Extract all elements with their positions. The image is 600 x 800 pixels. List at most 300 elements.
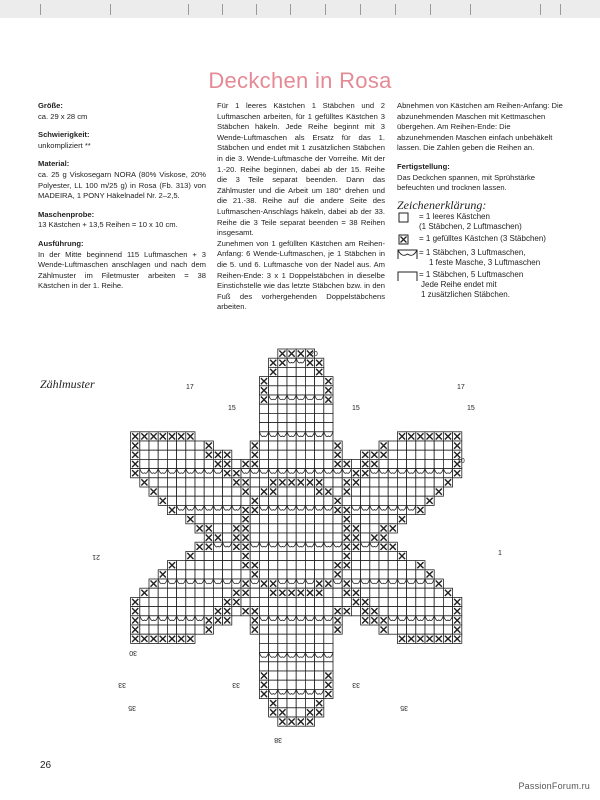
row-label-33b: 33	[232, 681, 240, 688]
chart-cell	[259, 478, 268, 487]
chart-cell	[361, 533, 370, 542]
chart-cell	[269, 496, 278, 505]
chart-cell	[204, 561, 213, 570]
chart-cell	[315, 643, 324, 652]
chart-cell	[158, 478, 167, 487]
row-label-33c: 33	[352, 681, 360, 688]
chart-cell	[388, 459, 397, 468]
chart-cell	[287, 441, 296, 450]
chart-cell	[287, 671, 296, 680]
chart-cell	[296, 533, 305, 542]
chart-cell	[379, 607, 388, 616]
instructions-heading: Ausführung:	[38, 238, 84, 248]
chart-cell	[149, 441, 158, 450]
chart-cell	[296, 551, 305, 560]
chart-cell	[195, 487, 204, 496]
chart-cell	[223, 496, 232, 505]
chart-cell	[388, 625, 397, 634]
page-title: Deckchen in Rosa	[208, 68, 392, 93]
legend-bar-line1: = 1 Stäbchen, 5 Luftmaschen	[419, 270, 524, 280]
chart-cell	[204, 588, 213, 597]
chart-cell	[213, 570, 222, 579]
chart-cell	[434, 459, 443, 468]
chart-cell	[259, 524, 268, 533]
chart-cell	[287, 607, 296, 616]
chart-cell	[388, 450, 397, 459]
chart-cell	[232, 487, 241, 496]
chart-cell	[397, 625, 406, 634]
chart-cell	[232, 515, 241, 524]
chart-cell	[296, 496, 305, 505]
chart-cell	[287, 386, 296, 395]
chart-cell	[305, 607, 314, 616]
chart-cell	[434, 478, 443, 487]
chart-cell	[370, 496, 379, 505]
chart-cell	[140, 450, 149, 459]
chart-cell	[443, 625, 452, 634]
chart-cell	[342, 597, 351, 606]
chart-cell	[388, 515, 397, 524]
row-label-35b: 35	[400, 704, 408, 711]
chart-cell	[195, 607, 204, 616]
material-heading: Material:	[38, 159, 70, 169]
chart-cell	[388, 441, 397, 450]
chart-cell	[361, 524, 370, 533]
chart-cell	[434, 625, 443, 634]
chart-cell	[158, 450, 167, 459]
chart-cell	[195, 450, 204, 459]
chart-cell	[315, 597, 324, 606]
chart-cell	[407, 487, 416, 496]
chart-cell	[351, 496, 360, 505]
chart-cell	[186, 607, 195, 616]
chart-cell	[167, 588, 176, 597]
chart-cell	[324, 450, 333, 459]
chart-cell	[213, 496, 222, 505]
chart-cell	[213, 588, 222, 597]
difficulty-text: unkompliziert **	[38, 140, 91, 150]
chart-cell	[149, 597, 158, 606]
chart-cell	[296, 625, 305, 634]
chart-cell	[259, 634, 268, 643]
chart-cell	[434, 597, 443, 606]
chart-cell	[379, 478, 388, 487]
chart-cell	[158, 625, 167, 634]
chart-cell	[425, 588, 434, 597]
chart-cell	[269, 441, 278, 450]
chart-cell	[434, 441, 443, 450]
chart-cell	[158, 487, 167, 496]
chart-cell	[278, 386, 287, 395]
chart-cell	[351, 551, 360, 560]
chart-cell	[296, 680, 305, 689]
chart-cell	[305, 561, 314, 570]
chart-cell	[379, 561, 388, 570]
chart-cell	[269, 515, 278, 524]
chart-cell	[379, 496, 388, 505]
chart-cell	[278, 441, 287, 450]
chart-cell	[351, 561, 360, 570]
chart-cell	[213, 561, 222, 570]
chart-cell	[434, 450, 443, 459]
chart-cell	[259, 643, 268, 652]
chart-cell	[204, 597, 213, 606]
finishing-text: Das Deckchen spannen, mit Sprühstärke befeuchten und trocknen lassen.	[397, 172, 536, 193]
chart-cell	[315, 450, 324, 459]
chart-cell	[259, 625, 268, 634]
chart-cell	[342, 496, 351, 505]
row-label-17a: 17	[186, 384, 194, 391]
chart-cell	[177, 487, 186, 496]
chart-cell	[223, 515, 232, 524]
chart-cell	[324, 634, 333, 643]
chart-cell	[213, 597, 222, 606]
chart-cell	[269, 386, 278, 395]
chart-cell	[434, 588, 443, 597]
chart-label: Zählmuster	[40, 377, 95, 391]
gauge-heading: Maschenprobe:	[38, 209, 95, 219]
chart-cell	[287, 643, 296, 652]
chart-cell	[305, 496, 314, 505]
chart-cell	[324, 459, 333, 468]
chart-cell	[305, 570, 314, 579]
chart-cell	[223, 588, 232, 597]
chart-cell	[296, 524, 305, 533]
chart-cell	[315, 386, 324, 395]
chart-cell	[397, 450, 406, 459]
chart-cell	[177, 459, 186, 468]
chart-cell	[177, 478, 186, 487]
chart-cell	[278, 377, 287, 386]
chart-cell	[425, 441, 434, 450]
chart-cell	[158, 607, 167, 616]
legend-title: Zeichenerklärung:	[397, 197, 487, 212]
chart-cell	[416, 487, 425, 496]
chart-cell	[315, 423, 324, 432]
chart-cell	[388, 607, 397, 616]
chart-cell	[213, 487, 222, 496]
chart-cell	[407, 450, 416, 459]
chart-cell	[315, 533, 324, 542]
chart-cell	[296, 708, 305, 717]
chart-cell	[379, 588, 388, 597]
chart-cell	[250, 487, 259, 496]
chart-cell	[223, 487, 232, 496]
chart-cell	[305, 450, 314, 459]
chart-cell	[287, 487, 296, 496]
chart-cell	[370, 588, 379, 597]
chart-cell	[333, 551, 342, 560]
chart-cell	[324, 625, 333, 634]
chart-cell	[167, 570, 176, 579]
chart-cell	[315, 413, 324, 422]
instructions-para-2: Zunehmen von 1 gefüllten Kästchen am Reihen-Anfang: 6 Wende-Luftmaschen, je 1 Stäbchen in die 5. und 6. Luftmasche von der Nadel aus. Am Reihen-Ende: 3 x 1 Doppelstäbchen in dieselbe Einstichstelle wie das letzte Stäbchen bzw. in den Fuß des vorhergehenden Doppelstäbchens arbeiten.	[217, 238, 385, 312]
row-label-33a: 33	[118, 681, 126, 688]
legend-bar-line3: 1 zusätzlichen Stäbchen.	[421, 290, 510, 300]
chart-cell	[223, 551, 232, 560]
chart-cell	[379, 597, 388, 606]
chart-cell	[370, 597, 379, 606]
chart-cell	[177, 625, 186, 634]
row-label-17b: 17	[457, 384, 465, 391]
chart-cell	[186, 478, 195, 487]
chart-cell	[305, 423, 314, 432]
chart-cell	[269, 524, 278, 533]
chart-cell	[379, 515, 388, 524]
chart-cell	[397, 570, 406, 579]
chart-cell	[278, 597, 287, 606]
chart-cell	[167, 441, 176, 450]
chart-cell	[195, 561, 204, 570]
chart-cell	[443, 459, 452, 468]
chart-cell	[388, 597, 397, 606]
chart-cell	[195, 441, 204, 450]
chart-cell	[287, 533, 296, 542]
chart-cell	[425, 607, 434, 616]
chart-cell	[407, 441, 416, 450]
chart-cell	[324, 496, 333, 505]
chart-cell	[324, 413, 333, 422]
chart-cell	[149, 607, 158, 616]
chart-cell	[305, 634, 314, 643]
chart-cell	[278, 413, 287, 422]
gauge-text: 13 Kästchen + 13,5 Reihen = 10 x 10 cm.	[38, 220, 178, 230]
chart-cell	[296, 662, 305, 671]
chart-cell	[167, 478, 176, 487]
chart-cell	[315, 662, 324, 671]
chart-cell	[324, 441, 333, 450]
chart-cell	[315, 680, 324, 689]
chart-cell	[232, 459, 241, 468]
chart-cell	[186, 588, 195, 597]
chart-cell	[177, 441, 186, 450]
chart-cell	[305, 515, 314, 524]
chart-cell	[259, 496, 268, 505]
chart-cell	[278, 367, 287, 376]
chart-cell	[305, 413, 314, 422]
chart-cell	[315, 377, 324, 386]
chart-cell	[296, 515, 305, 524]
chart-cell	[305, 671, 314, 680]
chart-cell	[259, 404, 268, 413]
chart-cell	[305, 367, 314, 376]
chart-cell	[167, 487, 176, 496]
chart-cell	[407, 496, 416, 505]
chart-cell	[213, 478, 222, 487]
chart-cell	[361, 570, 370, 579]
chart-cell	[269, 643, 278, 652]
row-label-35a: 35	[128, 704, 136, 711]
chart-cell	[186, 496, 195, 505]
chart-cell	[361, 561, 370, 570]
legend-filled-line: = 1 gefülltes Kästchen (3 Stäbchen)	[419, 234, 546, 244]
chart-cell	[287, 597, 296, 606]
chart-cell	[213, 515, 222, 524]
chart-cell	[296, 570, 305, 579]
chart-cell	[177, 570, 186, 579]
chart-cell	[204, 496, 213, 505]
chart-cell	[186, 459, 195, 468]
row-label-20: 20	[310, 351, 318, 358]
chart-cell	[351, 570, 360, 579]
chart-cell	[416, 441, 425, 450]
chart-cell	[204, 570, 213, 579]
chart-cell	[250, 551, 259, 560]
chart-cell	[269, 561, 278, 570]
chart-cell	[195, 588, 204, 597]
chart-cell	[287, 450, 296, 459]
chart-cell	[324, 597, 333, 606]
chart-cell	[305, 643, 314, 652]
chart-cell	[186, 625, 195, 634]
chart-cell	[223, 561, 232, 570]
chart-cell	[379, 487, 388, 496]
chart-cell	[305, 377, 314, 386]
chart-cell	[305, 524, 314, 533]
chart-cell	[287, 634, 296, 643]
chart-cell	[315, 570, 324, 579]
chart-cell	[149, 450, 158, 459]
chart-cell	[204, 459, 213, 468]
chart-cell	[287, 699, 296, 708]
chart-cell	[287, 570, 296, 579]
chart-cell	[223, 478, 232, 487]
chart-cell	[370, 570, 379, 579]
size-heading: Größe:	[38, 101, 63, 110]
chart-cell	[416, 597, 425, 606]
chart-cell	[167, 625, 176, 634]
chart-cell	[259, 561, 268, 570]
chart-cell	[333, 487, 342, 496]
chart-cell	[407, 625, 416, 634]
chart-cell	[278, 450, 287, 459]
chart-cell	[269, 680, 278, 689]
chart-cell	[296, 450, 305, 459]
chart-cell	[287, 625, 296, 634]
chart-cell	[167, 597, 176, 606]
chart-cell	[140, 625, 149, 634]
chart-cell	[425, 478, 434, 487]
chart-cell	[250, 597, 259, 606]
chart-cell	[269, 404, 278, 413]
chart-cell	[278, 423, 287, 432]
legend-arch-line2: 1 feste Masche, 3 Luftmaschen	[429, 258, 541, 268]
chart-cell	[407, 561, 416, 570]
chart-cell	[305, 597, 314, 606]
chart-cell	[324, 570, 333, 579]
row-label-10: 10	[457, 458, 465, 465]
chart-cell	[250, 515, 259, 524]
chart-cell	[361, 487, 370, 496]
chart-cell	[167, 607, 176, 616]
chart-cell	[223, 524, 232, 533]
chart-cell	[287, 413, 296, 422]
chart-cell	[213, 551, 222, 560]
chart-cell	[324, 561, 333, 570]
chart-cell	[388, 478, 397, 487]
chart-cell	[333, 478, 342, 487]
chart-cell	[287, 680, 296, 689]
chart-cell	[223, 533, 232, 542]
chart-cell	[434, 607, 443, 616]
chart-cell	[296, 597, 305, 606]
chart-cell	[195, 597, 204, 606]
chart-cell	[315, 524, 324, 533]
chart-cell	[397, 459, 406, 468]
chart-cell	[407, 570, 416, 579]
chart-cell	[167, 459, 176, 468]
chart-cell	[379, 551, 388, 560]
chart-cell	[259, 459, 268, 468]
chart-cell	[361, 478, 370, 487]
chart-cell	[370, 524, 379, 533]
chart-cell	[443, 450, 452, 459]
chart-cell	[416, 588, 425, 597]
chart-cell	[388, 551, 397, 560]
chart-cell	[287, 524, 296, 533]
chart-cell	[305, 625, 314, 634]
chart-cell	[315, 634, 324, 643]
chart-cell	[149, 625, 158, 634]
chart-cell	[305, 699, 314, 708]
chart-cell	[315, 551, 324, 560]
chart-cell	[305, 386, 314, 395]
chart-cell	[149, 478, 158, 487]
chart-cell	[296, 671, 305, 680]
chart-cell	[315, 607, 324, 616]
chart-cell	[296, 367, 305, 376]
chart-cell	[443, 607, 452, 616]
chart-cell	[324, 404, 333, 413]
chart-cell	[361, 588, 370, 597]
chart-cell	[232, 570, 241, 579]
chart-cell	[324, 515, 333, 524]
chart-cell	[416, 450, 425, 459]
finishing-heading: Fertigstellung:	[397, 161, 450, 171]
row-label-15b: 15	[352, 405, 360, 412]
chart-cell	[351, 487, 360, 496]
chart-cell	[287, 561, 296, 570]
chart-cell	[259, 441, 268, 450]
difficulty-heading: Schwierigkeit:	[38, 130, 90, 140]
chart-cell	[259, 570, 268, 579]
chart-cell	[397, 588, 406, 597]
instructions-para-1: Für 1 leeres Kästchen 1 Stäbchen und 2 Luftmaschen arbeiten, für 1 gefülltes Kästchen 3 Stäbchen häkeln. Jede Reihe beginnt mit 3 Wende-Luftmaschen als Ersatz für das 1. Stäbchen und endet mit 1 zusätzlichen Stäbchen in die 3. Wende-Luftmasche der Vorreihe. Mit der 1.-20. Reihe beginnen, dabei ab der 15. Reihe die 3 Teile separat beenden. Dann das Zählmuster und die Arbeit um 180° drehen und die 21.-38. Reihe auf die andere Seite des Luftmaschen-Anschlags häkeln, dabei ab der 33. Reihe die 3 Teile separat beenden = 38 Reihen insgesamt.	[217, 101, 385, 238]
chart-cell	[296, 423, 305, 432]
chart-cell	[278, 643, 287, 652]
chart-cell	[186, 441, 195, 450]
chart-cell	[278, 671, 287, 680]
chart-cell	[195, 496, 204, 505]
chart-cell	[361, 515, 370, 524]
chart-cell	[278, 496, 287, 505]
row-label-38: 38	[274, 736, 282, 743]
chart-cell	[296, 459, 305, 468]
chart-cell	[333, 533, 342, 542]
chart-cell	[232, 607, 241, 616]
chart-cell	[167, 496, 176, 505]
chart-cell	[278, 533, 287, 542]
chart-cell	[305, 441, 314, 450]
chart-cell	[370, 487, 379, 496]
chart-cell	[324, 607, 333, 616]
chart-cell	[305, 680, 314, 689]
chart-cell	[397, 441, 406, 450]
chart-cell	[296, 413, 305, 422]
chart-cell	[259, 551, 268, 560]
chart-cell	[351, 515, 360, 524]
chart-cell	[259, 662, 268, 671]
